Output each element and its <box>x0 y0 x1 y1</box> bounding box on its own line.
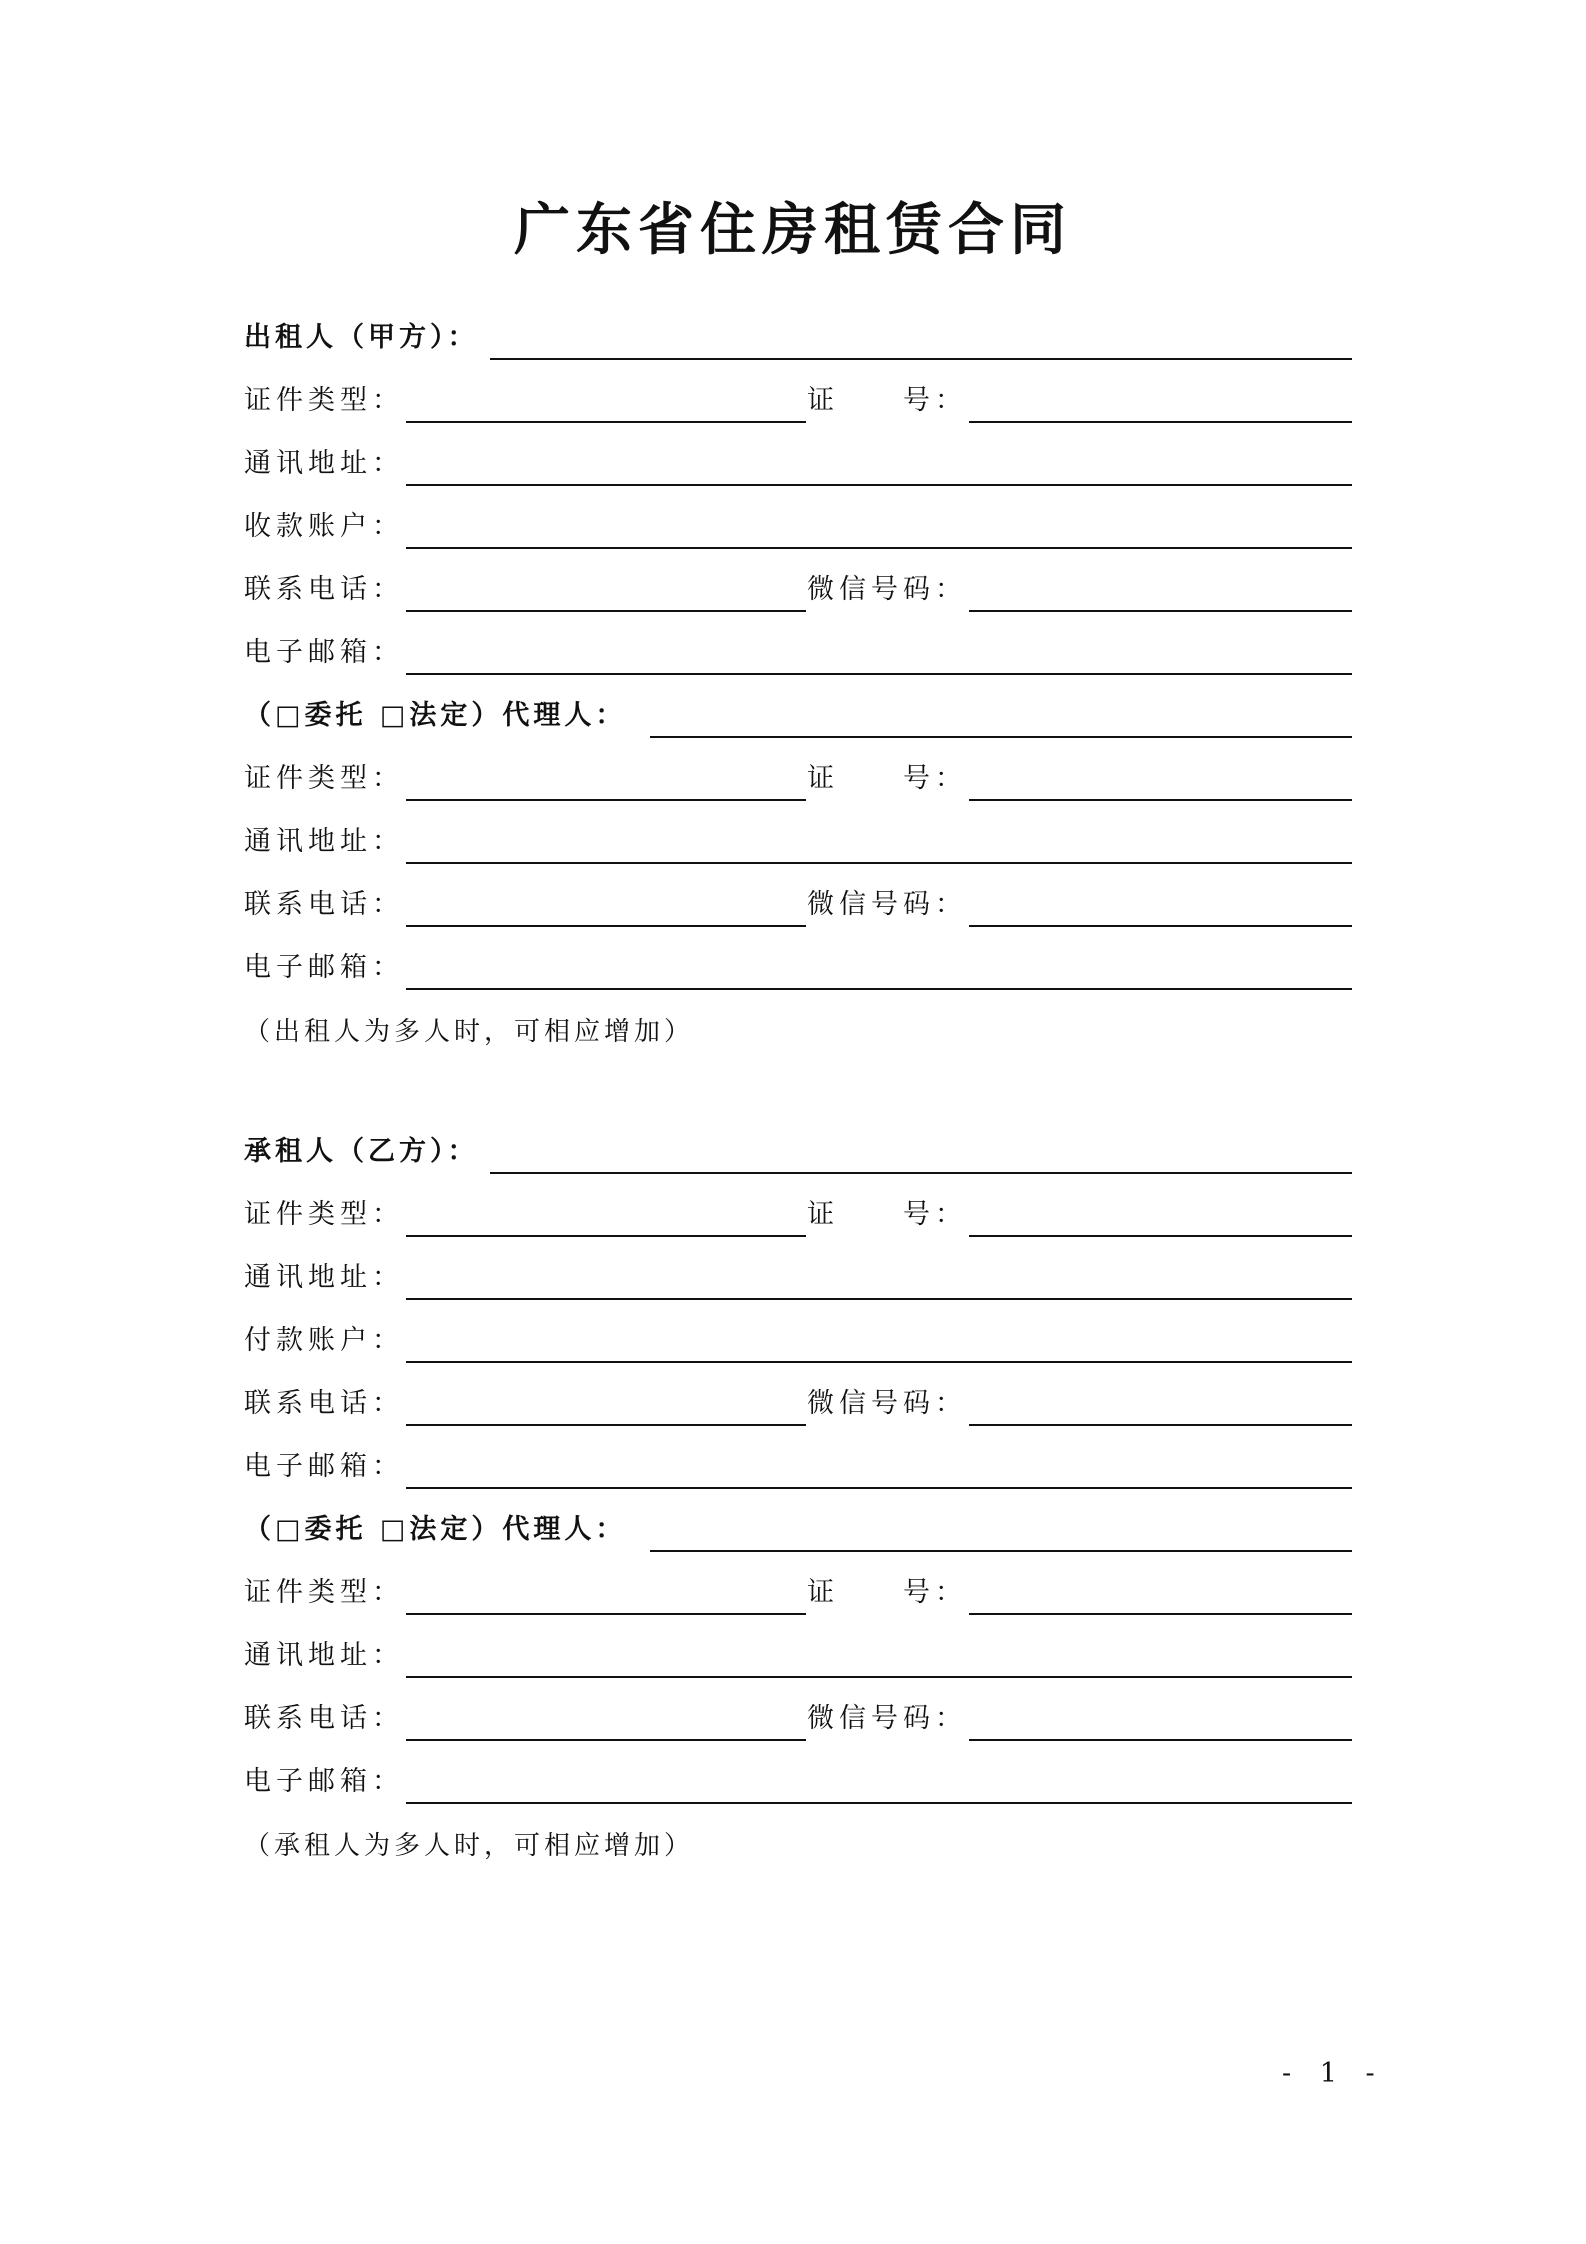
lessor-agent-id-row <box>244 757 1352 801</box>
lessee-name-row <box>244 1130 1352 1174</box>
lessee-id-number-field[interactable] <box>969 1235 1352 1237</box>
lessee-id-type-field[interactable] <box>406 1235 806 1237</box>
lessor-agent-id-number-field[interactable] <box>969 799 1352 801</box>
lessor-agent-address-field[interactable] <box>406 862 1352 864</box>
lessee-agent-field[interactable] <box>650 1550 1352 1552</box>
lessee-phone-label: 联系电话： <box>244 1388 404 1419</box>
lessor-agent-email-label: 电子邮箱： <box>244 952 404 983</box>
lessor-agent-phone-label: 联系电话： <box>244 889 404 920</box>
lessor-note: （出租人为多人时，可相应增加） <box>244 1017 695 1047</box>
lessee-agent-row <box>244 1508 1352 1552</box>
lessee-id-row <box>244 1193 1352 1237</box>
lessor-agent-field[interactable] <box>650 736 1352 738</box>
lessee-note: （承租人为多人时，可相应增加） <box>244 1831 695 1861</box>
lessee-name-field[interactable] <box>490 1172 1352 1174</box>
lessee-email-row <box>244 1445 1352 1489</box>
lessor-phone-row <box>244 568 1352 612</box>
lessor-email-field[interactable] <box>406 673 1352 675</box>
lessor-account-row <box>244 505 1352 549</box>
lessor-agent-id-number-label: 证 号： <box>807 763 967 794</box>
lessor-address-label: 通讯地址： <box>244 448 404 479</box>
lessee-account-field[interactable] <box>406 1361 1352 1363</box>
lessee-email-field[interactable] <box>406 1487 1352 1489</box>
lessee-agent-wechat-field[interactable] <box>969 1739 1352 1741</box>
lessor-agent-phone-row <box>244 883 1352 927</box>
lessor-agent-id-type-field[interactable] <box>406 799 806 801</box>
lessor-agent-row <box>244 694 1352 738</box>
lessee-agent-id-type-label: 证件类型： <box>244 1577 404 1608</box>
lessor-account-label: 收款账户： <box>244 511 404 542</box>
lessor-id-number-field[interactable] <box>969 421 1352 423</box>
lessee-agent-address-field[interactable] <box>406 1676 1352 1678</box>
lessee-agent-phone-label: 联系电话： <box>244 1703 404 1734</box>
page-title: 广东省住房租赁合同 <box>514 198 1072 263</box>
lessee-agent-phone-field[interactable] <box>406 1739 806 1741</box>
lessor-address-field[interactable] <box>406 484 1352 486</box>
lessor-name-field[interactable] <box>490 358 1352 360</box>
lessor-id-number-label: 证 号： <box>807 385 967 416</box>
lessor-email-label: 电子邮箱： <box>244 637 404 668</box>
lessee-heading: 承租人（乙方）： <box>244 1136 479 1167</box>
lessee-id-number-label: 证 号： <box>807 1199 967 1230</box>
lessor-email-row <box>244 631 1352 675</box>
lessor-id-type-field[interactable] <box>406 421 806 423</box>
lessee-address-field[interactable] <box>406 1298 1352 1300</box>
lessee-agent-email-field[interactable] <box>406 1802 1352 1804</box>
lessor-account-field[interactable] <box>406 547 1352 549</box>
lessor-agent-wechat-label: 微信号码： <box>807 889 967 920</box>
lessor-agent-email-field[interactable] <box>406 988 1352 990</box>
lessee-phone-field[interactable] <box>406 1424 806 1426</box>
lessee-agent-heading: （□委托 □法定）代理人： <box>244 1514 627 1545</box>
lessor-agent-phone-field[interactable] <box>406 925 806 927</box>
lessor-wechat-field[interactable] <box>969 610 1352 612</box>
lessee-agent-address-row <box>244 1634 1352 1678</box>
lessor-address-row <box>244 442 1352 486</box>
page-number: - 1 - <box>1282 2058 1385 2089</box>
lessor-agent-address-label: 通讯地址： <box>244 826 404 857</box>
lessor-name-row <box>244 316 1352 360</box>
lessor-wechat-label: 微信号码： <box>807 574 967 605</box>
lessor-agent-wechat-field[interactable] <box>969 925 1352 927</box>
lessor-agent-heading: （□委托 □法定）代理人： <box>244 700 627 731</box>
lessee-account-row <box>244 1319 1352 1363</box>
lessee-agent-id-row <box>244 1571 1352 1615</box>
lessee-agent-id-number-label: 证 号： <box>807 1577 967 1608</box>
lessor-id-row <box>244 379 1352 423</box>
lessor-id-type-label: 证件类型： <box>244 385 404 416</box>
lessee-agent-email-label: 电子邮箱： <box>244 1766 404 1797</box>
lessor-agent-email-row <box>244 946 1352 990</box>
lessor-phone-field[interactable] <box>406 610 806 612</box>
lessee-phone-row <box>244 1382 1352 1426</box>
lessee-wechat-label: 微信号码： <box>807 1388 967 1419</box>
lessor-phone-label: 联系电话： <box>244 574 404 605</box>
lessee-id-type-label: 证件类型： <box>244 1199 404 1230</box>
lessee-wechat-field[interactable] <box>969 1424 1352 1426</box>
lessee-agent-email-row <box>244 1760 1352 1804</box>
lessee-agent-id-type-field[interactable] <box>406 1613 806 1615</box>
lessee-agent-phone-row <box>244 1697 1352 1741</box>
lessor-agent-address-row <box>244 820 1352 864</box>
lessee-agent-wechat-label: 微信号码： <box>807 1703 967 1734</box>
lessor-agent-id-type-label: 证件类型： <box>244 763 404 794</box>
lessee-agent-id-number-field[interactable] <box>969 1613 1352 1615</box>
lessee-email-label: 电子邮箱： <box>244 1451 404 1482</box>
lessee-address-label: 通讯地址： <box>244 1262 404 1293</box>
lessee-address-row <box>244 1256 1352 1300</box>
lessee-account-label: 付款账户： <box>244 1325 404 1356</box>
lessee-agent-address-label: 通讯地址： <box>244 1640 404 1671</box>
lessor-heading: 出租人（甲方）： <box>244 322 479 353</box>
